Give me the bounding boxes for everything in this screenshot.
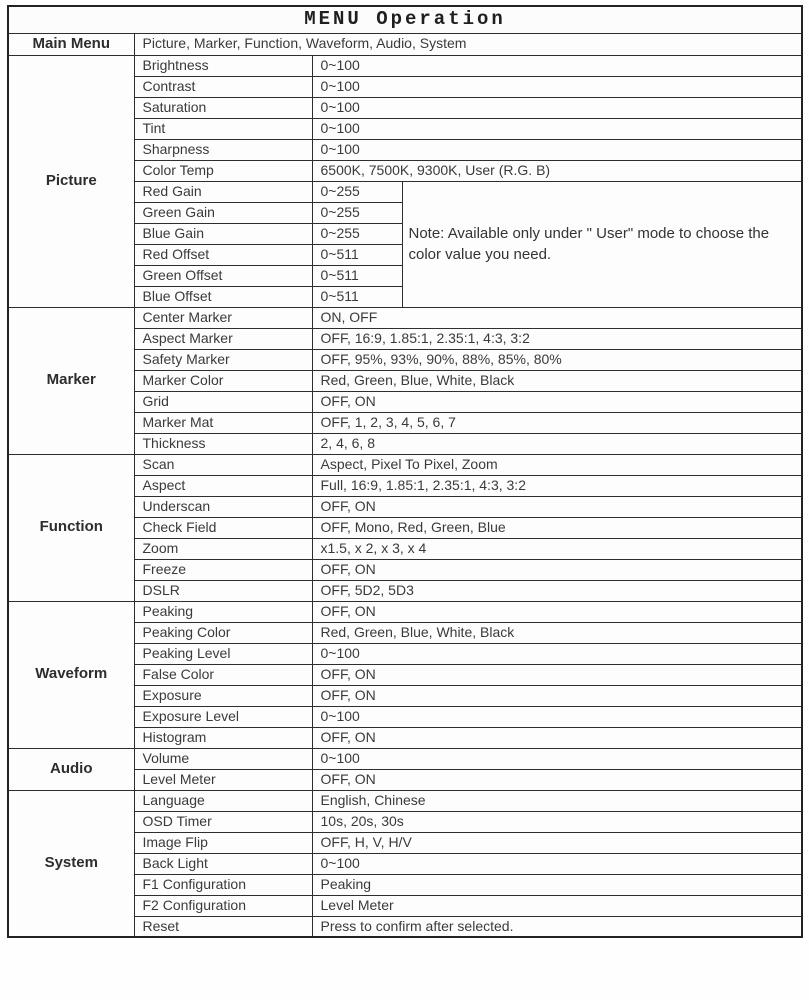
table-row — [8, 454, 802, 475]
menu-value-histogram: OFF, ON — [312, 727, 802, 748]
menu-item-aspect-marker: Aspect Marker — [134, 328, 312, 349]
menu-item-f2-configuration: F2 Configuration — [134, 895, 312, 916]
menu-value-peaking: OFF, ON — [312, 601, 802, 622]
menu-value-saturation: 0~100 — [312, 97, 802, 118]
menu-item-peaking-level: Peaking Level — [134, 643, 312, 664]
menu-item-red-gain: Red Gain — [134, 181, 312, 202]
menu-value-center-marker: ON, OFF — [312, 307, 802, 328]
menu-item-histogram: Histogram — [134, 727, 312, 748]
menu-item-false-color: False Color — [134, 664, 312, 685]
menu-item-zoom: Zoom — [134, 538, 312, 559]
menu-item-level-meter: Level Meter — [134, 769, 312, 790]
menu-item-saturation: Saturation — [134, 97, 312, 118]
menu-item-dslr: DSLR — [134, 580, 312, 601]
menu-value-check-field: OFF, Mono, Red, Green, Blue — [312, 517, 802, 538]
menu-item-exposure: Exposure — [134, 685, 312, 706]
table-row — [8, 790, 802, 811]
menu-value-grid: OFF, ON — [312, 391, 802, 412]
menu-value-sharpness: 0~100 — [312, 139, 802, 160]
menu-item-thickness: Thickness — [134, 433, 312, 454]
main-menu-value: Picture, Marker, Function, Waveform, Audio, System — [134, 33, 802, 55]
menu-item-blue-offset: Blue Offset — [134, 286, 312, 307]
menu-item-green-offset: Green Offset — [134, 265, 312, 286]
menu-value-blue-offset: 0~511 — [312, 286, 402, 307]
menu-value-underscan: OFF, ON — [312, 496, 802, 517]
menu-value-color-temp: 6500K, 7500K, 9300K, User (R.G. B) — [312, 160, 802, 181]
menu-value-back-light: 0~100 — [312, 853, 802, 874]
menu-value-scan: Aspect, Pixel To Pixel, Zoom — [312, 454, 802, 475]
section-label-marker: Marker — [8, 307, 134, 454]
menu-value-f2-configuration: Level Meter — [312, 895, 802, 916]
menu-value-aspect-marker: OFF, 16:9, 1.85:1, 2.35:1, 4:3, 3:2 — [312, 328, 802, 349]
menu-value-contrast: 0~100 — [312, 76, 802, 97]
menu-item-green-gain: Green Gain — [134, 202, 312, 223]
menu-value-volume: 0~100 — [312, 748, 802, 769]
menu-value-red-gain: 0~255 — [312, 181, 402, 202]
menu-value-blue-gain: 0~255 — [312, 223, 402, 244]
menu-value-osd-timer: 10s, 20s, 30s — [312, 811, 802, 832]
menu-item-language: Language — [134, 790, 312, 811]
menu-value-peaking-color: Red, Green, Blue, White, Black — [312, 622, 802, 643]
table-row — [8, 307, 802, 328]
menu-value-image-flip: OFF, H, V, H/V — [312, 832, 802, 853]
menu-item-reset: Reset — [134, 916, 312, 937]
menu-item-freeze: Freeze — [134, 559, 312, 580]
menu-item-check-field: Check Field — [134, 517, 312, 538]
page-title: MENU Operation — [8, 6, 802, 33]
menu-item-underscan: Underscan — [134, 496, 312, 517]
user-mode-note: Note: Available only under " User" mode to choose the color value you need. — [402, 181, 802, 307]
menu-operation-table — [7, 5, 803, 938]
section-label-function: Function — [8, 454, 134, 601]
menu-item-color-temp: Color Temp — [134, 160, 312, 181]
menu-item-exposure-level: Exposure Level — [134, 706, 312, 727]
section-label-system: System — [8, 790, 134, 937]
menu-value-marker-color: Red, Green, Blue, White, Black — [312, 370, 802, 391]
menu-value-thickness: 2, 4, 6, 8 — [312, 433, 802, 454]
menu-value-green-offset: 0~511 — [312, 265, 402, 286]
menu-value-reset: Press to confirm after selected. — [312, 916, 802, 937]
table-row — [8, 748, 802, 769]
section-label-waveform: Waveform — [8, 601, 134, 748]
section-label-main-menu: Main Menu — [8, 33, 134, 55]
menu-item-red-offset: Red Offset — [134, 244, 312, 265]
table-row — [8, 601, 802, 622]
menu-item-sharpness: Sharpness — [134, 139, 312, 160]
main-menu-row — [8, 33, 802, 55]
table-row — [8, 55, 802, 76]
menu-value-red-offset: 0~511 — [312, 244, 402, 265]
menu-item-safety-marker: Safety Marker — [134, 349, 312, 370]
menu-value-f1-configuration: Peaking — [312, 874, 802, 895]
menu-item-back-light: Back Light — [134, 853, 312, 874]
menu-item-center-marker: Center Marker — [134, 307, 312, 328]
section-label-picture: Picture — [8, 55, 134, 307]
menu-value-tint: 0~100 — [312, 118, 802, 139]
menu-value-dslr: OFF, 5D2, 5D3 — [312, 580, 802, 601]
title-row — [8, 6, 802, 33]
menu-item-osd-timer: OSD Timer — [134, 811, 312, 832]
menu-item-aspect: Aspect — [134, 475, 312, 496]
menu-item-marker-mat: Marker Mat — [134, 412, 312, 433]
menu-item-peaking: Peaking — [134, 601, 312, 622]
menu-value-green-gain: 0~255 — [312, 202, 402, 223]
menu-value-freeze: OFF, ON — [312, 559, 802, 580]
menu-value-aspect: Full, 16:9, 1.85:1, 2.35:1, 4:3, 3:2 — [312, 475, 802, 496]
menu-value-level-meter: OFF, ON — [312, 769, 802, 790]
menu-item-marker-color: Marker Color — [134, 370, 312, 391]
menu-value-language: English, Chinese — [312, 790, 802, 811]
section-label-audio: Audio — [8, 748, 134, 790]
menu-value-safety-marker: OFF, 95%, 93%, 90%, 88%, 85%, 80% — [312, 349, 802, 370]
menu-item-f1-configuration: F1 Configuration — [134, 874, 312, 895]
menu-value-exposure-level: 0~100 — [312, 706, 802, 727]
menu-item-contrast: Contrast — [134, 76, 312, 97]
menu-value-brightness: 0~100 — [312, 55, 802, 76]
menu-item-peaking-color: Peaking Color — [134, 622, 312, 643]
menu-item-brightness: Brightness — [134, 55, 312, 76]
menu-item-scan: Scan — [134, 454, 312, 475]
menu-value-marker-mat: OFF, 1, 2, 3, 4, 5, 6, 7 — [312, 412, 802, 433]
menu-value-exposure: OFF, ON — [312, 685, 802, 706]
menu-item-blue-gain: Blue Gain — [134, 223, 312, 244]
menu-item-image-flip: Image Flip — [134, 832, 312, 853]
menu-value-false-color: OFF, ON — [312, 664, 802, 685]
menu-item-volume: Volume — [134, 748, 312, 769]
menu-item-tint: Tint — [134, 118, 312, 139]
menu-value-peaking-level: 0~100 — [312, 643, 802, 664]
menu-item-grid: Grid — [134, 391, 312, 412]
menu-value-zoom: x1.5, x 2, x 3, x 4 — [312, 538, 802, 559]
